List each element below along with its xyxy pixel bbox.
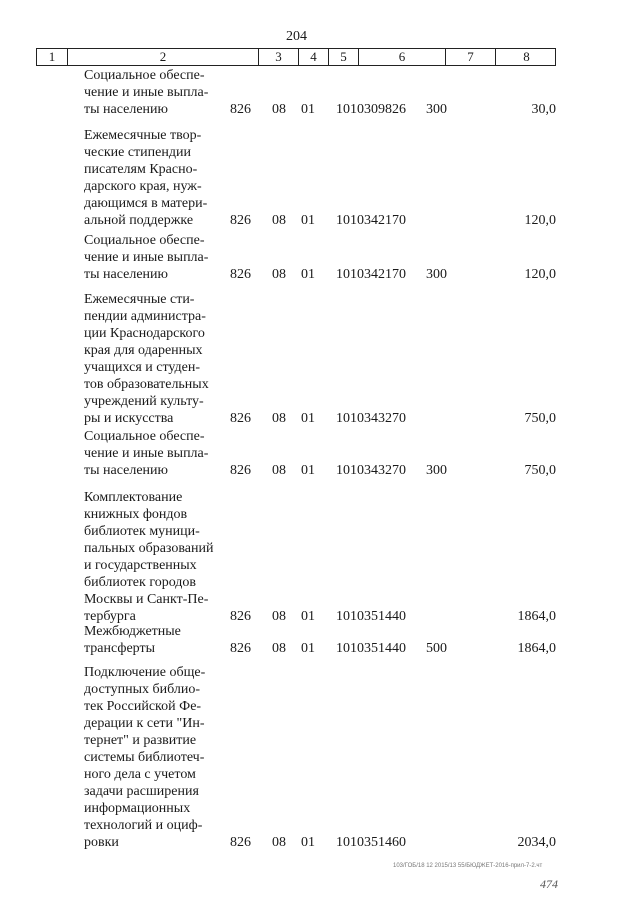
row-value-c6: 1010351440 <box>336 609 406 624</box>
row-description-line: ческие стипендии <box>84 145 191 160</box>
row-description-line: тербурга <box>84 609 136 624</box>
row-value-c5: 01 <box>301 463 315 478</box>
row-value-c8: 120,0 <box>524 213 556 228</box>
row-value-c6: 1010343270 <box>336 411 406 426</box>
header-col-7: 7 <box>446 49 496 65</box>
row-value-c3: 826 <box>230 641 251 656</box>
row-value-c8: 120,0 <box>524 267 556 282</box>
header-col-2: 2 <box>68 49 259 65</box>
row-description-line: Подключение обще- <box>84 665 206 680</box>
row-description-line: чение и иные выпла- <box>84 446 209 461</box>
row-description-line: Межбюджетные <box>84 624 181 639</box>
row-description-line: Социальное обеспе- <box>84 68 205 83</box>
row-description <box>84 489 224 625</box>
row-value-c8: 750,0 <box>524 463 556 478</box>
row-description-line: Социальное обеспе- <box>84 233 205 248</box>
row-description-line: тернет" и развитие <box>84 733 197 748</box>
row-value-c5: 01 <box>301 267 315 282</box>
row-value-c8: 1864,0 <box>517 641 556 656</box>
row-value-c4: 08 <box>272 641 286 656</box>
row-description-line: библиотек городов <box>84 575 197 590</box>
row-value-c5: 01 <box>301 835 315 850</box>
header-col-4: 4 <box>299 49 329 65</box>
row-description-line: края для одаренных <box>84 343 203 358</box>
row-description-line: чение и иные выпла- <box>84 250 209 265</box>
row-description-line: тов образовательных <box>84 377 209 392</box>
row-description-line: ты населению <box>84 267 168 282</box>
row-value-c6: 1010351440 <box>336 641 406 656</box>
row-value-c3: 826 <box>230 411 251 426</box>
row-description-line: дающимся в матери- <box>84 196 208 211</box>
row-value-c6: 1010343270 <box>336 463 406 478</box>
row-description-line: ного дела с учетом <box>84 767 196 782</box>
row-description-line: книжных фондов <box>84 507 188 522</box>
header-col-8: 8 <box>523 49 530 64</box>
header-col-1: 1 <box>37 49 68 65</box>
row-value-c8: 2034,0 <box>517 835 556 850</box>
row-value-c4: 08 <box>272 213 286 228</box>
row-value-c3: 826 <box>230 835 251 850</box>
row-value-c3: 826 <box>230 609 251 624</box>
row-description-line: ровки <box>84 835 119 850</box>
header-col-5: 5 <box>329 49 359 65</box>
row-description-line: чение и иные выпла- <box>84 85 209 100</box>
row-value-c8: 750,0 <box>524 411 556 426</box>
row-description-line: учреждений культу- <box>84 394 204 409</box>
page-number: 204 <box>286 29 307 44</box>
row-description-line: Москвы и Санкт-Пе- <box>84 592 209 607</box>
row-value-c3: 826 <box>230 463 251 478</box>
row-value-c6: 1010309826 <box>336 102 406 117</box>
row-description-line: информационных <box>84 801 191 816</box>
row-value-c5: 01 <box>301 641 315 656</box>
row-description <box>84 127 224 229</box>
row-description <box>84 623 224 657</box>
row-description-line: Комплектование <box>84 490 183 505</box>
row-value-c6: 1010342170 <box>336 267 406 282</box>
row-value-c8: 30,0 <box>531 102 556 117</box>
row-description-line: трансферты <box>84 641 156 656</box>
row-description-line: ты населению <box>84 463 168 478</box>
row-description-line: ры и искусства <box>84 411 174 426</box>
row-description-line: писателям Красно- <box>84 162 198 177</box>
footer-file-note: 103/ГОБ/18 12 2015/13 55/БЮДЖЕТ-2016-прил-7-2.чт <box>393 863 543 869</box>
row-value-c4: 08 <box>272 609 286 624</box>
row-value-c7: 500 <box>426 641 447 656</box>
row-value-c4: 08 <box>272 267 286 282</box>
row-value-c3: 826 <box>230 102 251 117</box>
row-description-line: ции Краснодарского <box>84 326 205 341</box>
row-value-c7: 300 <box>426 102 447 117</box>
row-value-c4: 08 <box>272 835 286 850</box>
row-description <box>84 664 224 851</box>
row-value-c7: 300 <box>426 267 447 282</box>
row-value-c4: 08 <box>272 411 286 426</box>
row-value-c8: 1864,0 <box>517 609 556 624</box>
row-value-c7: 300 <box>426 463 447 478</box>
row-description-line: Ежемесячные твор- <box>84 128 202 143</box>
row-description-line: системы библиотеч- <box>84 750 205 765</box>
row-value-c4: 08 <box>272 463 286 478</box>
row-value-c3: 826 <box>230 213 251 228</box>
row-value-c5: 01 <box>301 411 315 426</box>
row-description-line: дарского края, нуж- <box>84 179 202 194</box>
row-description <box>84 67 224 118</box>
row-description-line: задачи расширения <box>84 784 199 799</box>
row-value-c4: 08 <box>272 102 286 117</box>
row-description-line: ты населению <box>84 102 168 117</box>
row-value-c5: 01 <box>301 609 315 624</box>
row-description-line: технологий и оциф- <box>84 818 203 833</box>
header-col-6: 6 <box>359 49 446 65</box>
row-description-line: пендии администра- <box>84 309 206 324</box>
row-value-c3: 826 <box>230 267 251 282</box>
row-description <box>84 291 224 427</box>
row-description-line: доступных библио- <box>84 682 201 697</box>
row-description <box>84 232 224 283</box>
row-description-line: дерации к сети "Ин- <box>84 716 205 731</box>
row-value-c6: 1010351460 <box>336 835 406 850</box>
row-description-line: учащихся и студен- <box>84 360 201 375</box>
row-value-c6: 1010342170 <box>336 213 406 228</box>
row-value-c5: 01 <box>301 102 315 117</box>
table-header-row <box>36 48 556 66</box>
row-description-line: тек Российской Фе- <box>84 699 202 714</box>
row-description-line: Ежемесячные сти- <box>84 292 195 307</box>
row-description-line: пальных образований <box>84 541 214 556</box>
row-description-line: альной поддержке <box>84 213 194 228</box>
row-description-line: и государственных <box>84 558 197 573</box>
footer-sheet-number: 474 <box>540 877 558 891</box>
header-col-3: 3 <box>259 49 299 65</box>
row-description-line: библиотек муници- <box>84 524 200 539</box>
row-value-c5: 01 <box>301 213 315 228</box>
row-description-line: Социальное обеспе- <box>84 429 205 444</box>
row-description <box>84 428 224 479</box>
